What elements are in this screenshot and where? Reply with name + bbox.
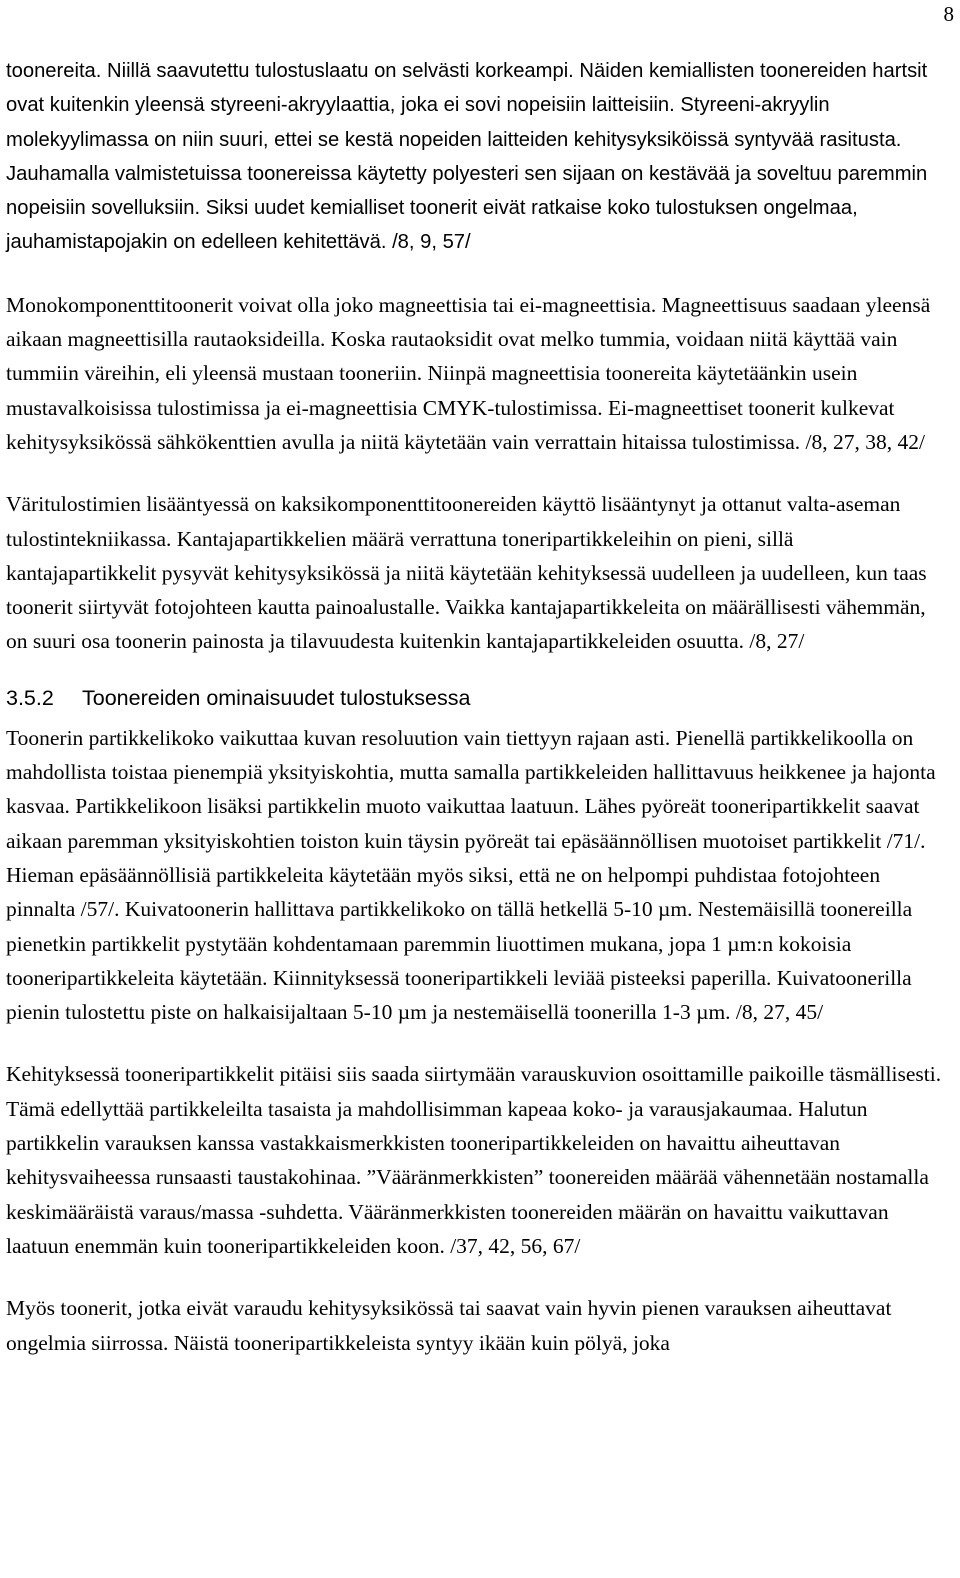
page-number: 8 [943, 2, 954, 26]
paragraph-uncharged-toners: Myös toonerit, jotka eivät varaudu kehitysyksikössä tai saavat vain hyvin pienen varauksen aiheuttavat ongelmia siirrossa. Näistä tooneripartikkeleista syntyy ikään kuin pölyä, joka [6, 1296, 892, 1355]
paragraph-gap [6, 1263, 948, 1291]
paragraph-gap [6, 459, 948, 487]
paragraph-two-component-toners: Väritulostimien lisääntyessä on kaksikomponenttitoonereiden käyttö lisääntynyt ja ottanut valta-aseman tulostintekniikassa. Kantajapartikkelien määrä verrattuna toneripartikkeleihin on pieni, sillä kantajapartikkelit pysyvät kehitysyksikössä ja niitä käytetään kehityksessä uudelleen ja uudelleen, kun taas toonerit siirtyvät fotojohteen kautta painoalustalle. Vaikka kantajapartikkeleita on määrällisesti vähemmän, on suuri osa toonerin painosta ja tilavuudesta kuitenkin kantajapartikkeleiden osuutta. /8, 27/ [6, 492, 927, 654]
section-heading [6, 683, 948, 713]
paragraph-particle-size: Toonerin partikkelikoko vaikuttaa kuvan resoluution vain tiettyyn rajaan asti. Pienellä partikkelikoolla on mahdollista toistaa pienempiä yksityiskohtia, mutta samalla partikkeleiden hallittavuus heikkenee ja hajonta kasvaa. Partikkelikoon lisäksi partikkelin muoto vaikuttaa laatuun. Lähes pyöreät tooneripartikkelit saavat aikaan paremman yksityiskohtien toiston kuin täysin pyöreät tai epäsäännöllisen muotoiset partikkelit /71/. Hieman epäsäännöllisiä partikkeleita käytetään myös siksi, että ne on helpompi puhdistaa fotojohteen pinnalta /57/. Kuivatoonerin hallittava partikkelikoko on tällä hetkellä 5-10 µm. Nestemäisillä toonereilla pienetkin partikkelit pystytään kohdentamaan paremmin liuottimen mukana, jopa 1 µm:n kokoisia tooneripartikkeleita käytetään. Kiinnityksessä tooneripartikkeli leviää pisteeksi paperilla. Kuivatoonerilla pienin tulostettu piste on halkaisijaltaan 5-10 µm ja nestemäisellä toonerilla 1-3 µm. /8, 27, 45/ [6, 725, 936, 1025]
document-body [6, 54, 948, 1360]
paragraph-gap [6, 1029, 948, 1057]
heading-gap-after [6, 713, 948, 721]
paragraph-monocomponent-toners: Monokomponenttitoonerit voivat olla joko magneettisia tai ei-magneettisia. Magneettisuus saadaan yleensä aikaan magneettisilla rautaoksideilla. Koska rautaoksidit ovat melko tummia, voidaan niitä käyttää vain tummiin väreihin, eli yleensä mustaan tooneriin. Niinpä magneettisia toonereita käytetäänkin usein mustavalkoisissa tulostimissa ja ei-magneettisia CMYK-tulostimissa. Ei-magneettiset toonerit kulkevat kehitysyksikössä sähkökenttien avulla ja niitä käytetään vain verrattain hitaissa tulostimissa. /8, 27, 38, 42/ [6, 292, 931, 454]
paragraph-gap [6, 260, 948, 288]
section-number: 3.5.2 [6, 685, 54, 710]
paragraph-charge-distribution: Kehityksessä tooneripartikkelit pitäisi siis saada siirtymään varauskuvion osoittamille paikoille täsmällisesti. Tämä edellyttää partikkeleilta tasaista ja mahdollisimman kapeaa koko- ja varausjakaumaa. Halutun partikkelin varauksen kanssa vastakkaismerkkisten tooneripartikkeleiden on havaittu aiheuttavan kehitysvaiheessa runsaasti taustakohinaa. ”Vääränmerkkisten” toonereiden määrää vähennetään nostamalla keskimääräistä varaus/massa -suhdetta. Vääränmerkkisten toonereiden määrän on havaittu vaikuttavan laatuun enemmän kuin tooneripartikkeleiden koon. /37, 42, 56, 67/ [6, 1062, 942, 1258]
paragraph-toner-resins: toonereita. Niillä saavutettu tulostuslaatu on selvästi korkeampi. Näiden kemiallisten toonereiden hartsit ovat kuitenkin yleensä styreeni-akryylaattia, joka ei sovi nopeisiin laitteisiin. Styreeni-akryylin molekyylimassa on niin suuri, ettei se kestä nopeiden laitteiden kehitysyksiköissä syntyvää rasitusta. Jauhamalla valmistetuissa toonereissa käytetty polyesteri sen sijaan on kestävää ja soveltuu paremmin nopeisiin sovelluksiin. Siksi uudet kemialliset toonerit eivät ratkaise koko tulostuksen ongelmaa, jauhamistapojakin on edelleen kehitettävä. /8, 9, 57/ [6, 60, 928, 254]
section-title: Toonereiden ominaisuudet tulostuksessa [82, 685, 471, 710]
heading-gap [6, 659, 948, 683]
